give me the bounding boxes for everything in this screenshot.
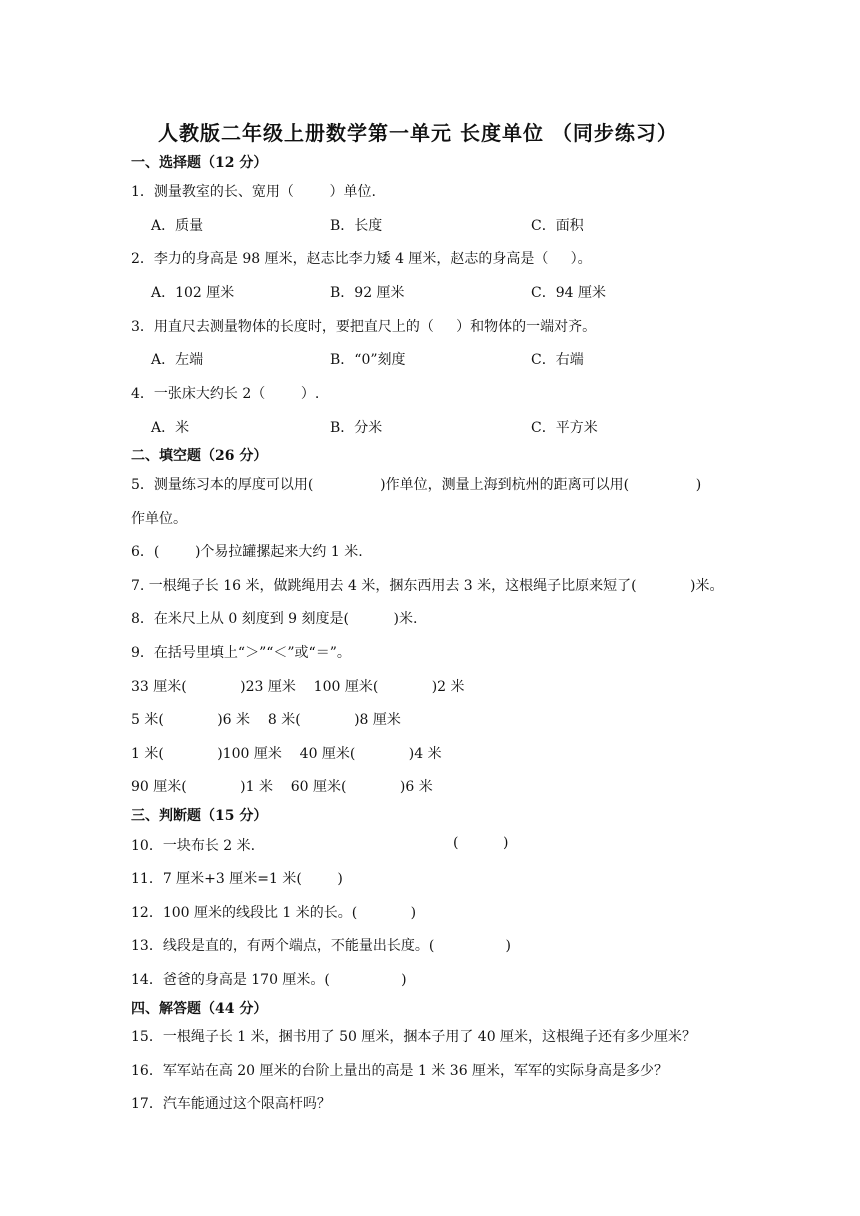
question-3: 3．用直尺去测量物体的长度时，要把直尺上的（ ）和物体的一端对齐。 [131, 319, 597, 335]
q1-option-b: B．长度 [330, 218, 383, 234]
section-heading-judge: 三、判断题（15 分） [131, 808, 268, 824]
q4-option-c: C．平方米 [531, 420, 598, 436]
q4-option-b: B．分米 [330, 420, 383, 436]
question-9: 9．在括号里填上“＞”“＜”或“＝”。 [131, 645, 351, 661]
question-4: 4．一张床大约长 2（ ）. [131, 386, 320, 402]
question-13: 13．线段是直的，有两个端点，不能量出长度。( ) [131, 938, 511, 954]
question-2: 2．李力的身高是 98 厘米，赵志比李力矮 4 厘米，赵志的身高是（ ）。 [131, 251, 592, 267]
question-5-line-1: 5．测量练习本的厚度可以用( )作单位，测量上海到杭州的距离可以用( ) [131, 477, 702, 493]
q1-option-a: A．质量 [151, 218, 204, 234]
question-15: 15．一根绳子长 1 米，捆书用了 50 厘米，捆本子用了 40 厘米，这根绳子还有多少厘米？ [131, 1029, 697, 1045]
compare-row-3: 1 米( )100 厘米 40 厘米( )4 米 [131, 746, 442, 762]
question-11: 11．7 厘米+3 厘米=1 米( ) [131, 871, 343, 887]
question-14: 14．爸爸的身高是 170 厘米。( ) [131, 972, 407, 988]
q3-option-c: C．右端 [531, 352, 584, 368]
compare-row-2: 5 米( )6 米 8 米( )8 厘米 [131, 712, 401, 728]
q1-option-c: C．面积 [531, 218, 584, 234]
q4-option-a: A．米 [151, 420, 190, 436]
q2-option-a: A．102 厘米 [151, 285, 235, 301]
page-title: 人教版二年级上册数学第一单元 长度单位 （同步练习） [158, 121, 678, 145]
section-heading-solve: 四、解答题（44 分） [131, 1001, 268, 1017]
question-16: 16．军军站在高 20 厘米的台阶上量出的高是 1 米 36 厘米，军军的实际身高是多少？ [131, 1063, 669, 1079]
question-17: 17．汽车能通过这个限高杆吗？ [131, 1096, 331, 1112]
question-8: 8．在米尺上从 0 刻度到 9 刻度是( )米. [131, 611, 418, 627]
q3-option-b: B．“0”刻度 [330, 352, 406, 368]
q3-option-a: A．左端 [151, 352, 204, 368]
question-10: 10．一块布长 2 米. [131, 838, 256, 854]
question-10-answer-paren: ( ) [453, 835, 509, 851]
q2-option-c: C．94 厘米 [531, 285, 606, 301]
question-1: 1．测量教室的长、宽用（ ）单位. [131, 184, 376, 200]
compare-row-4: 90 厘米( )1 米 60 厘米( )6 米 [131, 779, 433, 795]
question-7: 7. 一根绳子长 16 米，做跳绳用去 4 米，捆东西用去 3 米，这根绳子比原来短了( )米。 [131, 578, 724, 594]
section-heading-fill: 二、填空题（26 分） [131, 448, 268, 464]
question-12: 12．100 厘米的线段比 1 米的长。( ) [131, 905, 417, 921]
q2-option-b: B．92 厘米 [330, 285, 405, 301]
question-6: 6．( )个易拉罐摞起来大约 1 米. [131, 544, 363, 560]
question-5-line-2: 作单位。 [131, 511, 187, 527]
compare-row-1: 33 厘米( )23 厘米 100 厘米( )2 米 [131, 679, 465, 695]
section-heading-choice: 一、选择题（12 分） [131, 155, 268, 171]
